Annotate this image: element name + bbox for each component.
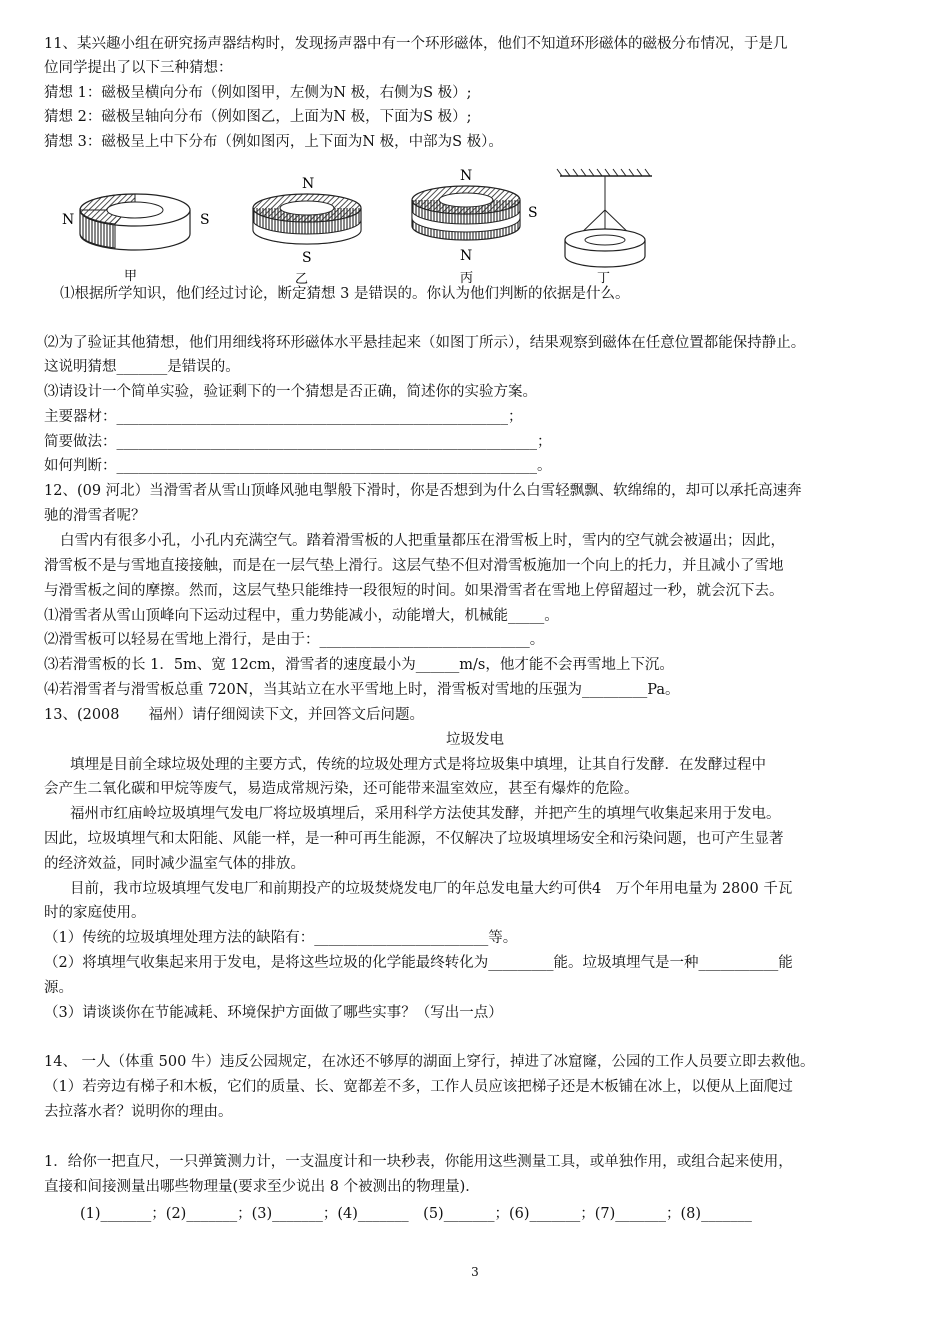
bing-n-label: N: [460, 168, 473, 184]
q13-para2-b: 因此，垃圾填埋气和太阳能、风能一样，是一种可再生能源，不仅解决了垃圾填埋场安全和污染问题，也可产生显著: [44, 831, 784, 847]
q11-guess3: 猜想 3：磁极呈上中下分布（例如图丙，上下面为N 极，中部为S 极）。: [44, 134, 503, 150]
jia-s-label: S: [200, 212, 210, 228]
yi-n-label: N: [302, 176, 315, 192]
q12-line1: 12、(09 河北）当滑雪者从雪山顶峰风驰电掣般下滑时，你是否想到为什么白雪轻飘飘、软绵绵的，却可以承托高速奔: [44, 483, 802, 499]
q13-article-title: 垃圾发电: [446, 732, 504, 748]
bing-s-label: S: [528, 205, 538, 221]
q13-para1-a: 填埋是目前全球垃圾处理的主要方式，传统的垃圾处理方式是将垃圾集中填埋，让其自行发酵．在发酵过程中: [70, 757, 766, 773]
q12-sub4: ⑷若滑雪者与滑雪板总重 720N，当其站立在水平雪地上时，滑雪板对雪地的压强为_________Pa。: [44, 682, 680, 698]
svg-text:N: N: [460, 248, 473, 264]
yi-caption: 乙: [295, 272, 309, 287]
q12-passage-2: 滑雪板不是与雪地直接接触，而是在一层气垫上滑行。这层气垫不但对滑雪板施加一个向上的托力，并且减小了雪地: [44, 558, 784, 574]
figure-yi: [253, 176, 361, 287]
q13-sub1: （1）传统的垃圾填埋处理方法的缺陷有：________________________等。: [44, 930, 518, 946]
figure-bing: [412, 168, 538, 286]
jia-n-label: N: [62, 212, 75, 228]
q13-sub2-b: 源。: [44, 980, 73, 996]
q1-answer-blanks: (1)_______；(2)_______；(3)_______；(4)_______ (5)_______；(6)_______；(7)_______；(8)_______: [80, 1206, 752, 1222]
q13-sub2-a: （2）将填埋气收集起来用于发电，是将这些垃圾的化学能最终转化为_________能。垃圾填埋气是一种___________能: [44, 955, 793, 971]
q12-sub3: ⑶若滑雪板的长 1．5m、宽 12cm，滑雪者的速度最小为______m/s，他才能不会再雪地上下沉。: [44, 657, 674, 673]
q12-sub1: ⑴滑雪者从雪山顶峰向下运动过程中，重力势能减小，动能增大，机械能_____。: [44, 608, 559, 624]
q13-para3-a: 目前，我市垃圾填埋气发电厂和前期投产的垃圾焚烧发电厂的年总发电量大约可供4 万个年用电量为 2800 千瓦: [70, 881, 793, 897]
q13-para1-b: 会产生二氧化碳和甲烷等废气，易造成常规污染，还可能带来温室效应，甚至有爆炸的危险。: [44, 781, 639, 797]
q12-passage-1: 白雪内有很多小孔，小孔内充满空气。踏着滑雪板的人把重量都压在滑雪板上时，雪内的空气就会被逼出；因此，: [60, 533, 785, 549]
figure-jia: [62, 194, 210, 284]
q14-line1: 14、 一人（体重 500 牛）违反公园规定，在冰还不够厚的湖面上穿行，掉进了冰窟窿，公园的工作人员要立即去救他。: [44, 1054, 815, 1070]
q13-para2-c: 的经济效益，同时减少温室气体的排放。: [44, 856, 305, 872]
q12-sub2: ⑵滑雪板可以轻易在雪地上滑行，是由于：_____________________________。: [44, 632, 545, 648]
q11-part3: ⑶请设计一个简单实验，验证剩下的一个猜想是否正确，简述你的实验方案。: [44, 384, 537, 400]
q14-line3: 去拉落水者？说明你的理由。: [44, 1104, 233, 1120]
q11-method-blank: 简要做法：__________________________________________________________；: [44, 434, 552, 450]
q11-judge-blank: 如何判断：__________________________________________________________。: [44, 458, 552, 474]
q12-line2: 驰的滑雪者呢？: [44, 508, 146, 524]
q1-line2: 直接和间接测量出哪些物理量(要求至少说出 8 个被测出的物理量)．: [44, 1179, 480, 1195]
q13-line1: 13、(2008 福州）请仔细阅读下文，并回答文后问题。: [44, 707, 425, 723]
q13-para3-b: 时的家庭使用。: [44, 905, 146, 921]
q12-passage-3: 与滑雪板之间的摩擦。然而，这层气垫只能维持一段很短的时间。如果滑雪者在雪地上停留超过一秒，就会沉下去。: [44, 583, 784, 599]
q13-para2-a: 福州市红庙岭垃圾填埋气发电厂将垃圾填埋后，采用科学方法使其发酵，并把产生的填埋气收集起来用于发电。: [70, 806, 781, 822]
q11-part2-b: 这说明猜想_______是错误的。: [44, 359, 240, 375]
q11-part1: ⑴根据所学知识，他们经过讨论，断定猜想 3 是错误的。你认为他们判断的依据是什么。: [60, 286, 630, 302]
jia-caption: 甲: [124, 269, 138, 284]
bing-caption: 丙: [460, 271, 474, 286]
ding-caption: 丁: [597, 271, 611, 286]
q11-part2-a: ⑵为了验证其他猜想，他们用细线将环形磁体水平悬挂起来（如图丁所示），结果观察到磁体在任意位置都能保持静止。: [44, 335, 806, 351]
q1-line1: 1．给你一把直尺，一只弹簧测力计，一支温度计和一块秒表，你能用这些测量工具，或单独作用，或组合起来使用，: [44, 1154, 793, 1170]
q11-guess1: 猜想 1：磁极呈横向分布（例如图甲，左侧为N 极，右侧为S 极）;: [44, 85, 472, 101]
q13-sub3: （3）请谈谈你在节能减耗、环境保护方面做了哪些实事？（写出一点）: [44, 1005, 503, 1021]
magnet-figures: [40, 162, 680, 287]
q14-line2: （1）若旁边有梯子和木板，它们的质量、长、宽都差不多，工作人员应该把梯子还是木板铺在冰上，以便从上面爬过: [44, 1079, 793, 1095]
q11-line1: 11、某兴趣小组在研究扬声器结构时，发现扬声器中有一个环形磁体，他们不知道环形磁体的磁极分布情况，于是几: [44, 36, 788, 52]
yi-s-label: S: [302, 250, 312, 266]
q11-equipment-blank: 主要器材：______________________________________________________；: [44, 409, 523, 425]
q11-line2: 位同学提出了以下三种猜想：: [44, 60, 233, 76]
q11-guess2: 猜想 2：磁极呈轴向分布（例如图乙，上面为N 极，下面为S 极）;: [44, 109, 472, 125]
figure-ding: [557, 169, 652, 286]
page-number: 3: [471, 1265, 479, 1279]
